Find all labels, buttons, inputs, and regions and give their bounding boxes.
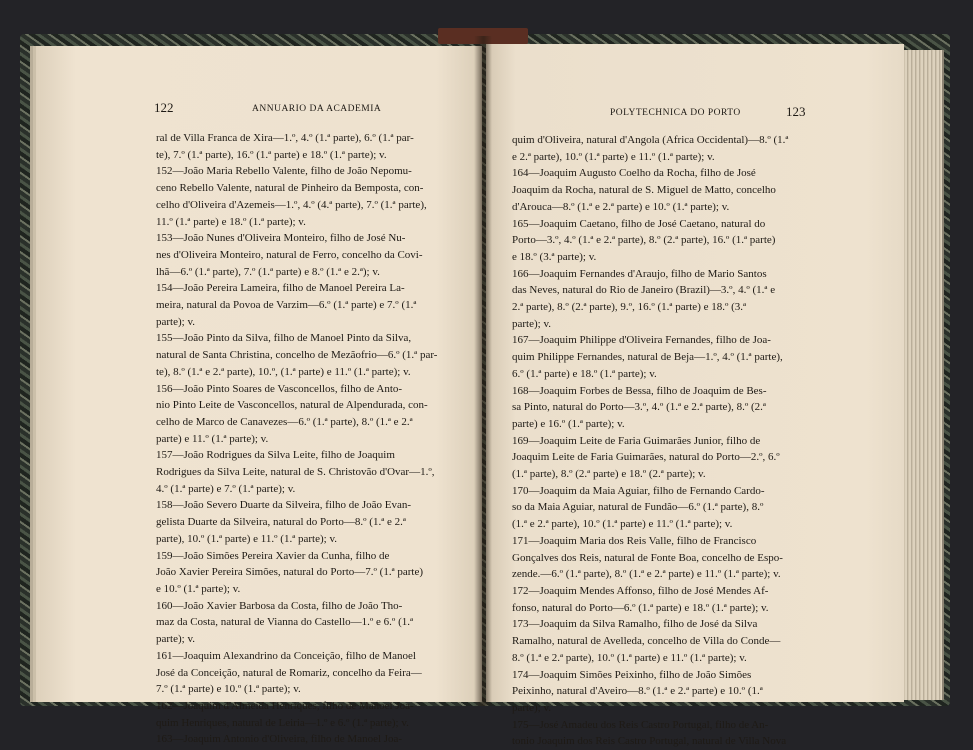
text-line: 169—Joaquim Leite de Faria Guimarães Junior, filho de — [512, 434, 761, 447]
text-line: 157—João Rodrigues da Silva Leite, filho de Joaquim — [156, 449, 395, 462]
text-line: zende.—6.º (1.ª parte), 8.º (1.ª e 2.ª parte) e 11.º (1.ª parte); v. — [512, 568, 781, 581]
text-line: ral de Villa Franca de Xira—1.º, 4.º (1.ª parte), 6.º (1.ª par- — [156, 132, 414, 144]
text-line: Gonçalves dos Reis, natural de Fonte Boa, concelho de Espo- — [512, 551, 783, 564]
text-line: 11.º (1.ª parte) e 18.º (1.ª parte); v. — [156, 215, 306, 228]
text-line: parte); v. — [512, 701, 551, 714]
text-line: 161—Joaquim Alexandrino da Conceição, filho de Manoel — [156, 649, 416, 662]
text-line: meira, natural da Povoa de Varzim—6.º (1.ª parte) e 7.º (1.ª — [156, 299, 417, 312]
text-line: 8.º (1.ª e 2.ª parte), 10.º (1.ª parte) e 11.º (1.ª parte); v. — [512, 651, 747, 664]
page-stack-edge — [900, 50, 942, 700]
text-line: gelista Duarte da Silveira, natural do Porto—8.º (1.ª e 2.ª — [156, 516, 406, 529]
text-line: parte) e 16.º (1.ª parte); v. — [512, 417, 625, 430]
text-line: lhã—6.º (1.ª parte), 7.º (1.ª parte) e 8.º (1.ª e 2.ª); v. — [156, 265, 380, 278]
text-line: 166—Joaquim Fernandes d'Araujo, filho de Mario Santos — [512, 267, 767, 280]
text-line: 6.º (1.ª parte) e 18.º (1.ª parte); v. — [512, 367, 657, 380]
left-page — [36, 46, 482, 746]
text-line: parte) e 11.º (1.ª parte); v. — [156, 432, 269, 445]
text-line: 4.º (1.ª parte) e 7.º (1.ª parte); v. — [156, 482, 296, 495]
page-number: 123 — [786, 104, 806, 119]
text-line: d'Arouca—8.º (1.ª e 2.ª parte) e 10.º (1.ª parte); v. — [512, 200, 730, 213]
text-line: 158—João Severo Duarte da Silveira, filho de João Evan- — [156, 499, 412, 512]
text-line: 173—Joaquim da Silva Ramalho, filho de José da Silva — [512, 618, 758, 631]
text-line: 175—José Amadeu dos Reis Castro Portugal, filho de An- — [512, 718, 769, 731]
text-line: 164—Joaquim Augusto Coelho da Rocha, filho de José — [512, 167, 756, 180]
book-gutter — [474, 36, 492, 706]
text-line: (1.ª e 2.ª parte), 10.º (1.ª parte) e 11.º (1.ª parte); v. — [512, 518, 733, 531]
text-line: celho d'Oliveira d'Azemeis—1.º, 4.º (4.ª parte), 7.º (1.ª parte), — [156, 198, 427, 211]
text-line: 163—Joaquim Antonio d'Oliveira, filho de Manoel Joa- — [156, 733, 403, 746]
text-line: 171—Joaquim Maria dos Reis Valle, filho de Francisco — [512, 534, 757, 547]
text-line: quim d'Oliveira, natural d'Angola (Africa Occidental)—8.º (1.ª — [512, 134, 789, 146]
text-line: 170—Joaquim da Maia Aguiar, filho de Fernando Cardo- — [512, 484, 765, 497]
text-line: Peixinho, natural d'Aveiro—8.º (1.ª e 2.ª parte) e 10.º (1.ª — [512, 685, 763, 698]
text-line: quim Philippe Fernandes, natural de Beja—1.º, 4.º (1.ª parte), — [512, 351, 783, 364]
text-line: 2.ª parte), 8.º (2.ª parte), 9.º, 16.º (1.ª parte) e 18.º (3.ª — [512, 301, 747, 314]
text-line: e 10.º (1.ª parte); v. — [156, 582, 241, 595]
text-line: natural de Santa Christina, concelho de Mezãofrio—6.º (1.ª par- — [156, 349, 438, 362]
text-line: e 18.º (3.ª parte); v. — [512, 250, 597, 263]
text-line: nes d'Oliveira Monteiro, natural de Ferro, concelho da Covi- — [156, 248, 423, 261]
text-line: 153—João Nunes d'Oliveira Monteiro, filho de José Nu- — [156, 232, 406, 245]
text-line: parte); v. — [512, 317, 551, 330]
text-line: 155—João Pinto da Silva, filho de Manoel Pinto da Silva, — [156, 332, 412, 345]
text-line: João Xavier Pereira Simões, natural do Porto—7.º (1.ª parte) — [156, 566, 424, 579]
text-line: Joaquim Leite de Faria Guimarães, natural do Porto—2.º, 6.º — [512, 451, 780, 464]
page-body — [512, 132, 808, 750]
text-line: tonio Joaquim dos Reis Castro Portugal, natural de Villa Nova — [512, 735, 787, 748]
text-line: 162—Joaquim d'Almeida Henriques, filho de Manoel Joa- — [156, 699, 414, 712]
text-line: 154—João Pereira Lameira, filho de Manoel Pereira La- — [156, 282, 405, 295]
text-line: Joaquim da Rocha, natural de S. Miguel de Matto, concelho — [512, 184, 776, 197]
text-line: e 2.ª parte), 10.º (1.ª parte) e 11.º (1.ª parte); v. — [512, 150, 715, 163]
text-line: 156—João Pinto Soares de Vasconcellos, filho de Anto- — [156, 382, 403, 395]
text-line: 160—João Xavier Barbosa da Costa, filho de João Tho- — [156, 599, 403, 612]
text-line: Ramalho, natural de Avelleda, concelho de Villa do Conde— — [512, 635, 781, 648]
text-line: 172—Joaquim Mendes Affonso, filho de José Mendes Af- — [512, 584, 769, 597]
page-body — [156, 130, 452, 748]
text-line: quim Henriques, natural de Leiria—1.º e 6.º (1.ª parte); v. — [156, 716, 409, 729]
text-line: 159—João Simões Pereira Xavier da Cunha, filho de — [156, 549, 390, 562]
text-line: te), 8.º (1.ª e 2.ª parte), 10.º, (1.ª parte) e 11.º (1.ª parte); v. — [156, 365, 411, 378]
page-number: 122 — [154, 100, 174, 115]
text-line: sa Pinto, natural do Porto—3.º, 4.º (1.ª e 2.ª parte), 8.º (2.ª — [512, 401, 766, 414]
text-line: 167—Joaquim Philippe d'Oliveira Fernandes, filho de Joa- — [512, 334, 771, 347]
right-page — [486, 44, 904, 748]
text-line: celho de Marco de Canavezes—6.º (1.ª parte), 8.º (1.ª e 2.ª — [156, 415, 413, 428]
text-line: José da Conceição, natural de Romariz, concelho da Feira— — [156, 666, 422, 679]
text-line: 168—Joaquim Forbes de Bessa, filho de Joaquim de Bes- — [512, 384, 767, 397]
text-line: 165—Joaquim Caetano, filho de José Caetano, natural do — [512, 217, 766, 230]
text-line: Porto—3.º, 4.º (1.ª e 2.ª parte), 8.º (2.ª parte), 16.º (1.ª parte) — [512, 234, 776, 247]
text-line: parte); v. — [156, 633, 195, 646]
text-line: (1.ª parte), 8.º (2.ª parte) e 18.º (2.ª parte); v. — [512, 468, 706, 481]
text-line: fonso, natural do Porto—6.º (1.ª parte) e 18.º (1.ª parte); v. — [512, 601, 769, 614]
text-line: 174—Joaquim Simões Peixinho, filho de João Simões — [512, 668, 752, 681]
text-line: te), 7.º (1.ª parte), 16.º (1.ª parte) e 18.º (1.ª parte); v. — [156, 148, 387, 161]
text-line: ceno Rebello Valente, natural de Pinheiro da Bemposta, con- — [156, 182, 424, 195]
text-line: so da Maia Aguiar, natural de Fundão—6.º (1.ª parte), 8.º — [512, 501, 764, 514]
text-line: parte), 10.º (1.ª parte) e 11.º (1.ª parte); v. — [156, 532, 337, 545]
running-head: ANNUARIO DA ACADEMIA — [252, 104, 382, 114]
text-line: 152—João Maria Rebello Valente, filho de João Nepomu- — [156, 165, 412, 178]
text-line: 7.º (1.ª parte) e 10.º (1.ª parte); v. — [156, 683, 301, 696]
text-line: das Neves, natural do Rio de Janeiro (Brazil)—3.º, 4.º (1.ª e — [512, 284, 776, 297]
text-line: nio Pinto Leite de Vasconcellos, natural de Alpendurada, con- — [156, 399, 428, 412]
text-line: Rodrigues da Silva Leite, natural de S. Christovão d'Ovar—1.º, — [156, 466, 435, 479]
running-head: POLYTECHNICA DO PORTO — [610, 108, 741, 118]
text-line: maz da Costa, natural de Vianna do Castello—1.º e 6.º (1.ª — [156, 616, 414, 629]
text-line: parte); v. — [156, 315, 195, 328]
